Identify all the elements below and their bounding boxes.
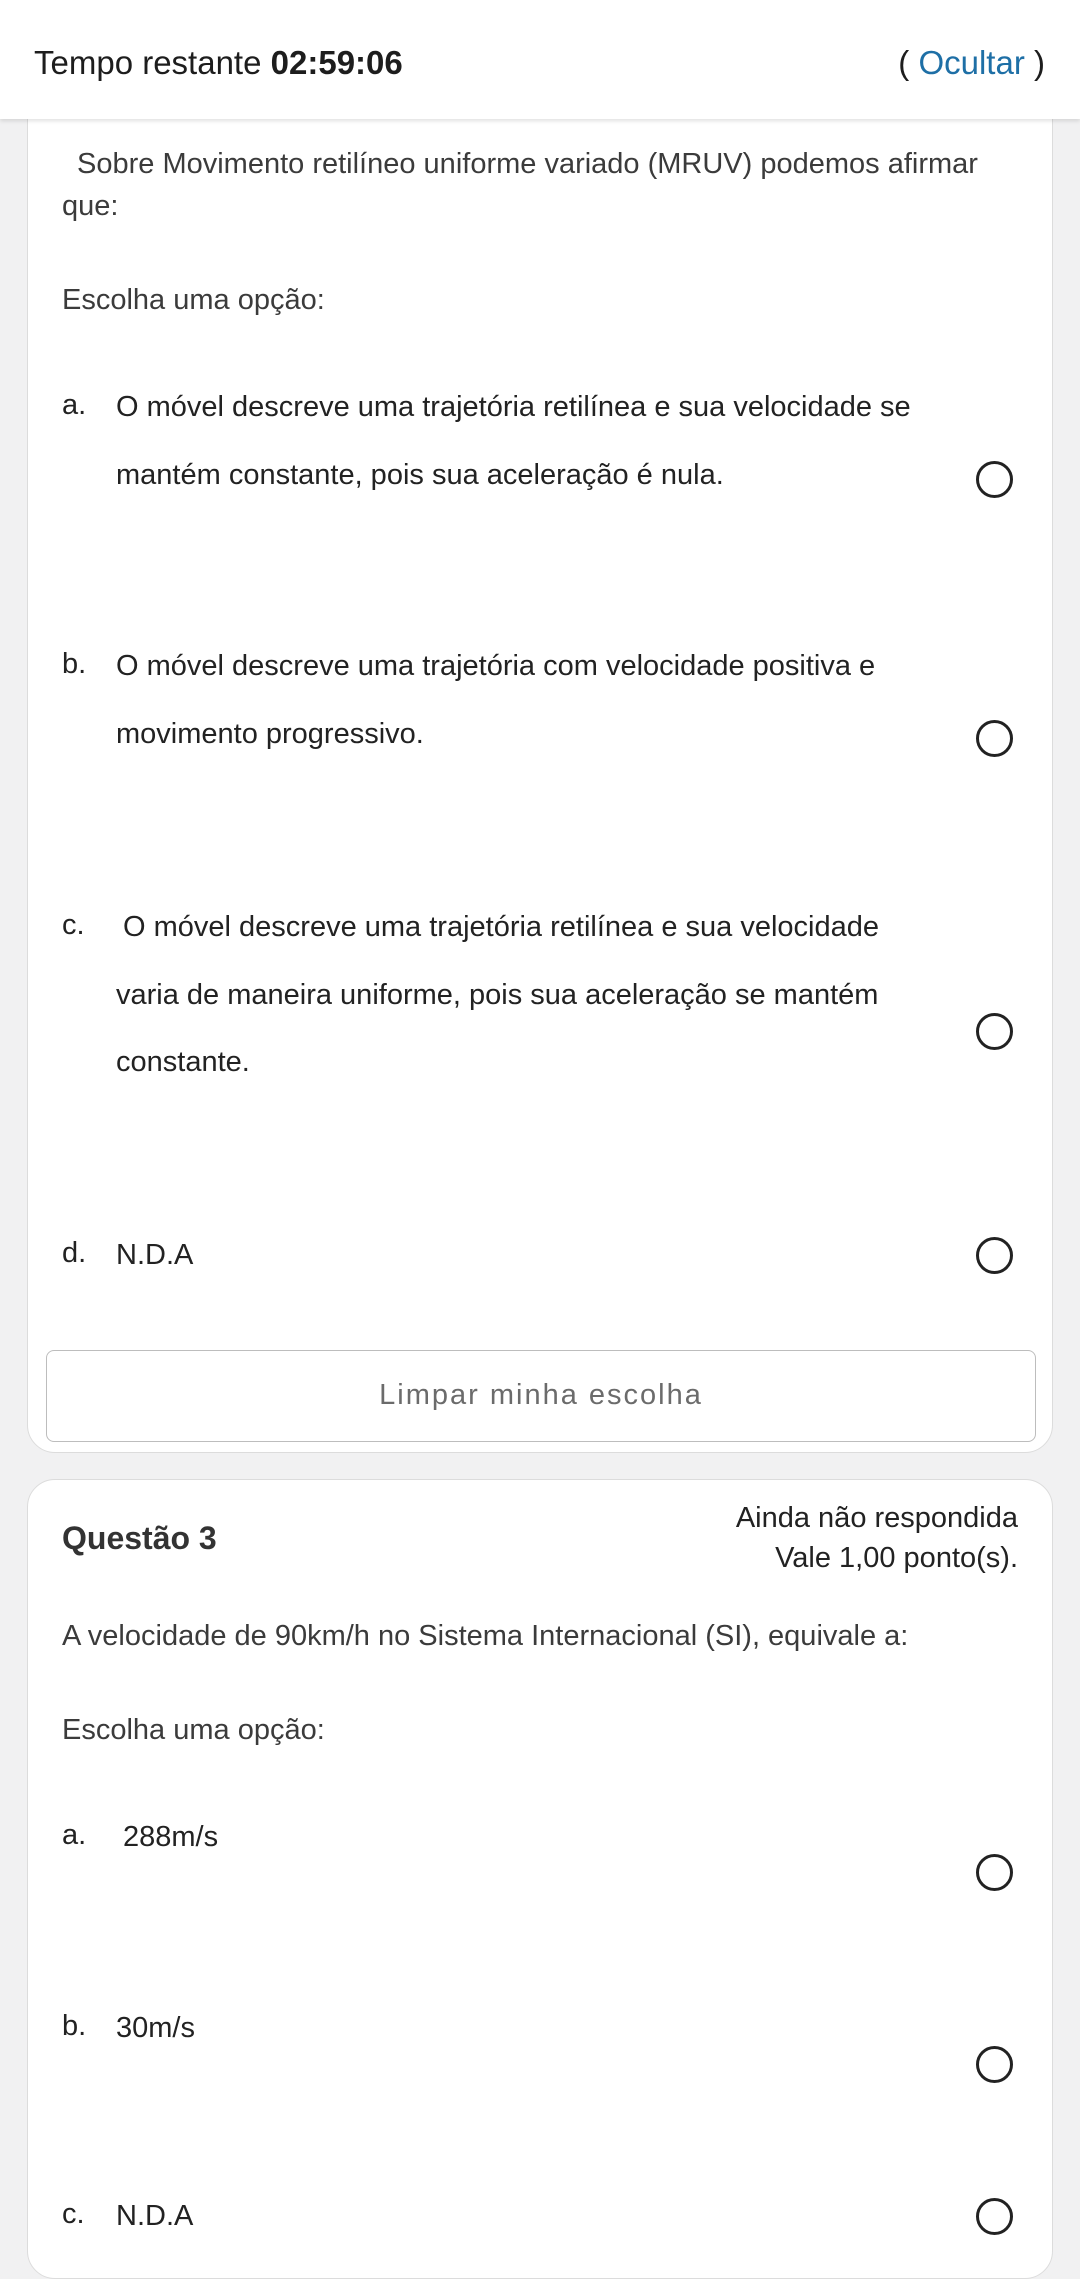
radio-button-c[interactable]	[976, 1013, 1013, 1050]
choose-option-label: Escolha uma opção:	[62, 1714, 325, 1746]
option-text-line: N.D.A	[116, 1239, 194, 1271]
option-text-line: O móvel descreve uma trajetória retilínea e sua velocidade	[123, 911, 879, 943]
option-text-line: O móvel descreve uma trajetória com velocidade positiva e	[116, 650, 876, 682]
radio-button-b[interactable]	[976, 720, 1013, 757]
option-letter: a.	[62, 389, 87, 421]
time-remaining-value: 02:59:06	[270, 44, 403, 81]
option-text-line: varia de maneira uniforme, pois sua aceleração se mantém	[116, 979, 879, 1011]
question-card-3	[27, 1479, 1053, 2279]
option-letter: b.	[62, 2010, 87, 2042]
question-status	[736, 1498, 1018, 1578]
option-letter: c.	[62, 2198, 85, 2230]
option-letter: d.	[62, 1237, 87, 1269]
question-prompt-line-2: que:	[62, 190, 119, 222]
choose-option-label: Escolha uma opção:	[62, 284, 325, 316]
option-text-line: mantém constante, pois sua aceleração é nula.	[116, 459, 724, 491]
radio-button-a[interactable]	[976, 461, 1013, 498]
hide-timer-control[interactable]	[898, 44, 1045, 82]
time-remaining-label: Tempo restante	[34, 44, 262, 81]
timer-bar	[0, 0, 1080, 119]
close-paren: )	[1034, 44, 1045, 81]
option-text-line: constante.	[116, 1046, 250, 1078]
radio-button-d[interactable]	[976, 1237, 1013, 1274]
question-prompt: A velocidade de 90km/h no Sistema Internacional (SI), equivale a:	[62, 1620, 909, 1652]
radio-button-a[interactable]	[976, 1854, 1013, 1891]
time-remaining	[34, 44, 403, 82]
question-title: Questão 3	[62, 1520, 217, 1556]
question-points: Vale 1,00 ponto(s).	[775, 1542, 1018, 1574]
option-text-line: movimento progressivo.	[116, 718, 424, 750]
option-letter: a.	[62, 1819, 87, 1851]
question-card-2	[27, 80, 1053, 1453]
option-text-line: 288m/s	[123, 1821, 219, 1853]
option-text-line: N.D.A	[116, 2200, 194, 2232]
option-letter: b.	[62, 648, 87, 680]
clear-choice-button[interactable]: Limpar minha escolha	[46, 1350, 1036, 1442]
option-text-line: O móvel descreve uma trajetória retilínea e sua velocidade se	[116, 391, 911, 423]
option-text-line: 30m/s	[116, 2012, 195, 2044]
radio-button-c[interactable]	[976, 2198, 1013, 2235]
answer-status: Ainda não respondida	[735, 1502, 1018, 1534]
radio-button-b[interactable]	[976, 2046, 1013, 2083]
option-letter: c.	[62, 909, 85, 941]
open-paren: (	[898, 44, 910, 81]
hide-timer-link[interactable]: Ocultar	[918, 44, 1025, 81]
question-prompt-line-1: Sobre Movimento retilíneo uniforme variado (MRUV) podemos afirmar	[77, 148, 978, 180]
